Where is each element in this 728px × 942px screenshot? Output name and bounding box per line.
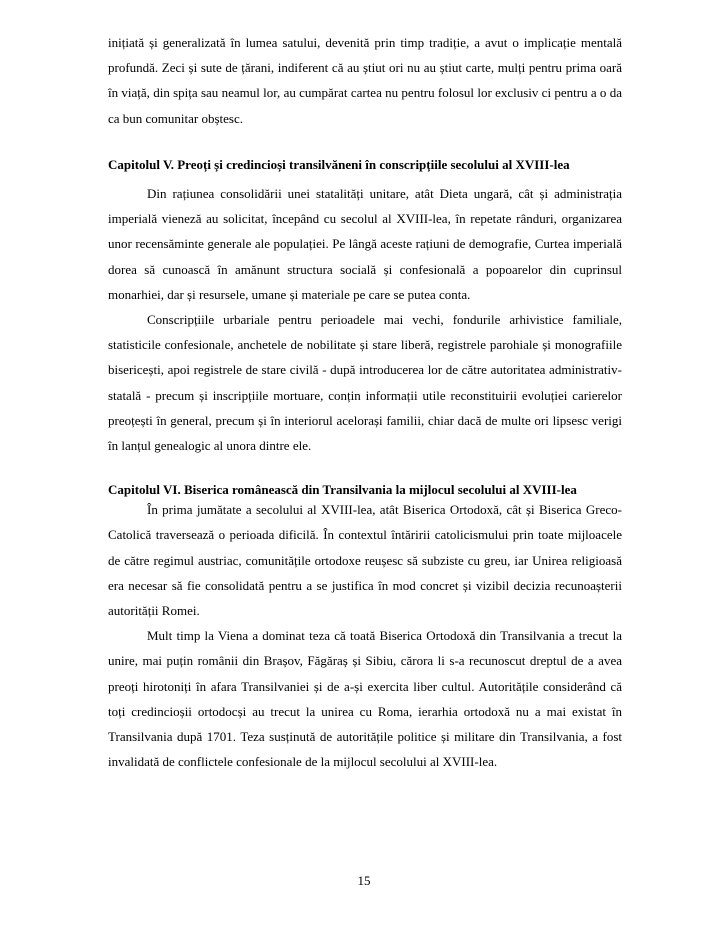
page-number: 15 [357, 873, 371, 888]
chapter-5-paragraph-2: Conscripțiile urbariale pentru perioadele mai vechi, fondurile arhivistice familiale, statisticile confesionale, anchetele de nobilitate și stare liberă, registrele parohiale și monografiile bisericești, apoi registrele de stare civilă - după introducerea lor de către autoritatea administrativ-statală - precum și inscripțiile mortuare, conțin informații utile reconstituirii evoluției carierelor preoțești în general, precum și în interiorul acelorași familii, chiar dacă de multe ori lipsesc verigi în lanțul genealogic al unora dintre ele. [108, 312, 622, 454]
chapter-5-title: Capitolul V. Preoți și credincioși transilvăneni în conscripțiile secolului al XVIII-lea [108, 156, 570, 172]
chapter-6-title: Capitolul VI. Biserica românească din Transilvania la mijlocul secolului al XVIII-lea [108, 482, 577, 498]
chapter-6-paragraph-1: În prima jumătate a secolului al XVIII-lea, atât Biserica Ortodoxă, cât și Biserica Greco-Catolică traversează o perioada dificilă. În contextul întăririi catolicismului prin toate mijloacele de către regimul austriac, comunitățile ortodoxe reușesc să subziste cu greu, iar Unirea religioasă era necesar să fie consolidată pentru a se justifica în mod concret și vizibil decizia recunoașterii autorității Romei. [108, 502, 622, 619]
chapter-5-paragraph-1: Din rațiunea consolidării unei statalități unitare, atât Dieta ungară, cât și administrația imperială vieneză au solicitat, începând cu secolul al XVIII-lea, în repetate rânduri, organizarea unor recensăminte generale ale populației. Pe lângă aceste rațiuni de demografie, Curtea imperială dorea să cunoască în amănunt structura socială și confesională a popoarelor din cuprinsul monarhiei, dar și resursele, umane și materiale pe care se putea conta. [108, 186, 622, 302]
intro-paragraph: inițiată și generalizată în lumea satului, devenită prin timp tradiție, a avut o implicație mentală profundă. Zeci și sute de țărani, indiferent că au știut ori nu au știut carte, mulți pentru prima oară în viață, din spița sau neamul lor, au cumpărat cartea nu pentru folosul lor exclusiv ci pentru a o da ca bun comunitar obștesc. [108, 35, 622, 126]
chapter-6-paragraph-2: Mult timp la Viena a dominat teza că toată Biserica Ortodoxă din Transilvania a trecut la unire, mai puțin românii din Brașov, Făgăraș și Sibiu, cărora li s-a recunoscut dreptul de a avea preoți hirotoniți în afara Transilvaniei și de a-și exercita liber cultul. Autoritățile considerând că toți credincioșii ortodocși au trecut la unirea cu Roma, ierarhia ortodoxă nu a mai existat în Transilvania după 1701. Teza susținută de autoritățile politice și militare din Transilvania, a fost invalidată de conflictele confesionale de la mijlocul secolului al XVIII-lea. [108, 628, 622, 770]
document-page [108, 30, 622, 774]
